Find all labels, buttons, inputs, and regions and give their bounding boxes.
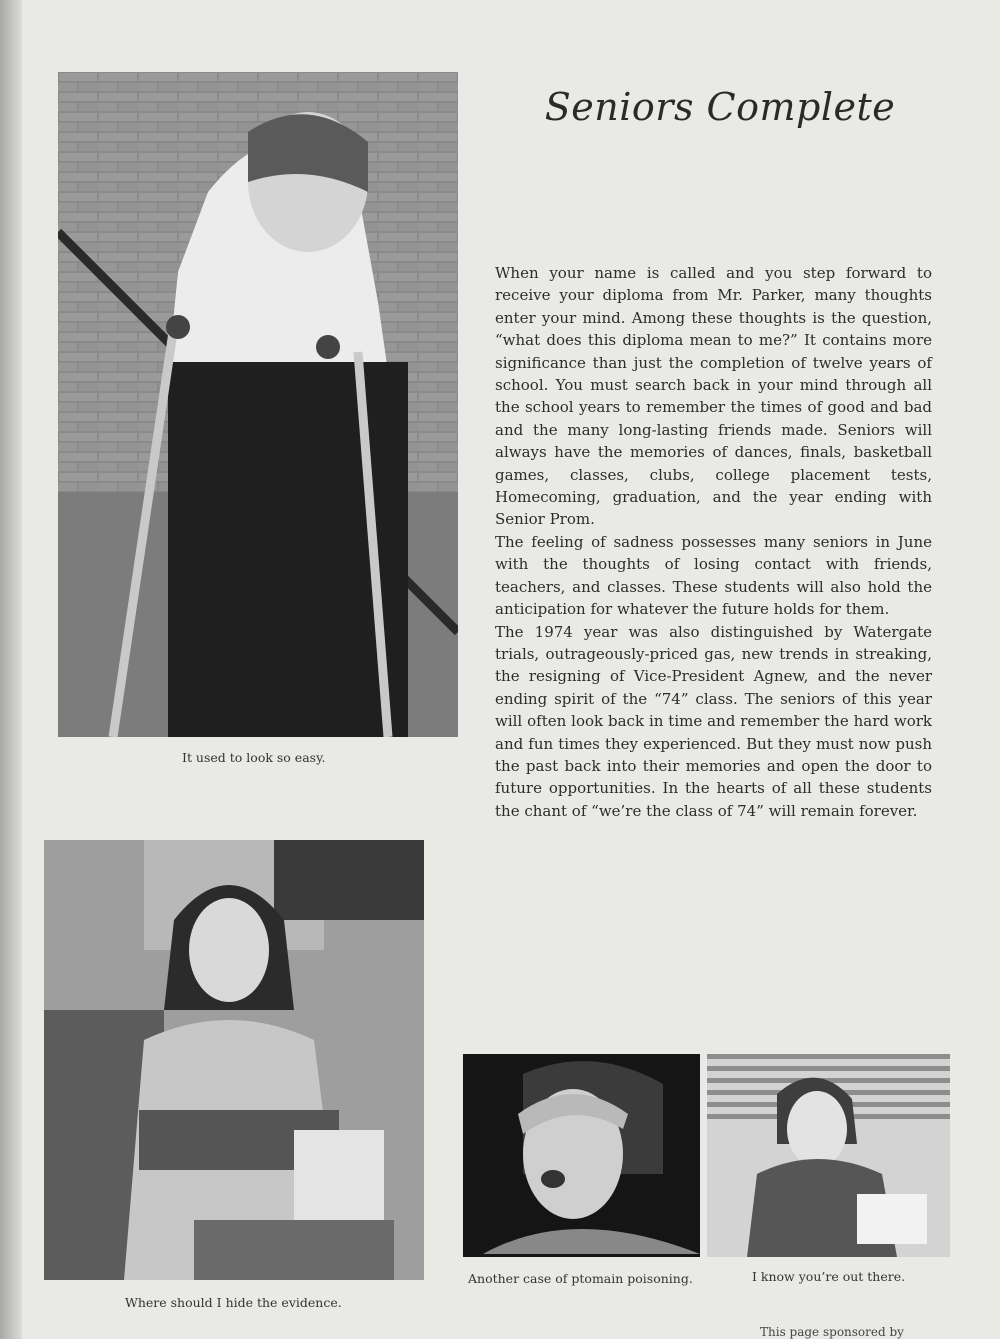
page-binding-shadow	[0, 0, 22, 1339]
paragraph-1: When your name is called and you step forward to receive your diploma from Mr. Parker, many thoughts enter your mind. Among these thoughts is the question, “what does this diploma mean to me?” It contains more significance than just the completion of twelve years of school. You must search back in your mind through all the school years to remember the times of good and bad and the many long-lasting friends made. Seniors will always have the memories of dances, finals, basketball games, classes, clubs, college placement tests, Homecoming, graduation, and the year ending with Senior Prom.	[495, 264, 932, 529]
page-title: Seniors Complete	[544, 85, 896, 129]
caption-evidence: Where should I hide the evidence.	[125, 1295, 342, 1310]
sponsor-footer: This page sponsored by	[760, 1325, 904, 1339]
caption-crutches: It used to look so easy.	[182, 750, 326, 765]
article-body	[495, 262, 932, 822]
photo-evidence	[44, 840, 424, 1280]
caption-ptomain: Another case of ptomain poisoning.	[468, 1271, 693, 1286]
photo-ptomain	[463, 1054, 700, 1257]
caption-phone: I know you’re out there.	[752, 1269, 906, 1284]
photo-crutches	[58, 72, 458, 737]
paragraph-3: The 1974 year was also distinguished by Watergate trials, outrageously-priced gas, new trends in streaking, the resigning of Vice-President Agnew, and the never ending spirit of the “74” class. The seniors of this year will often look back in time and remember the hard work and fun times they experienced. But they must now push the past back into their memories and open the door to future opportunities. In the hearts of all these students the chant of “we’re the class of 74” will remain forever.	[495, 622, 932, 820]
paragraph-2: The feeling of sadness possesses many seniors in June with the thoughts of losing contact with friends, teachers, and classes. These students will also hold the anticipation for whatever the future holds for them.	[495, 532, 932, 619]
photo-phone	[707, 1054, 950, 1257]
